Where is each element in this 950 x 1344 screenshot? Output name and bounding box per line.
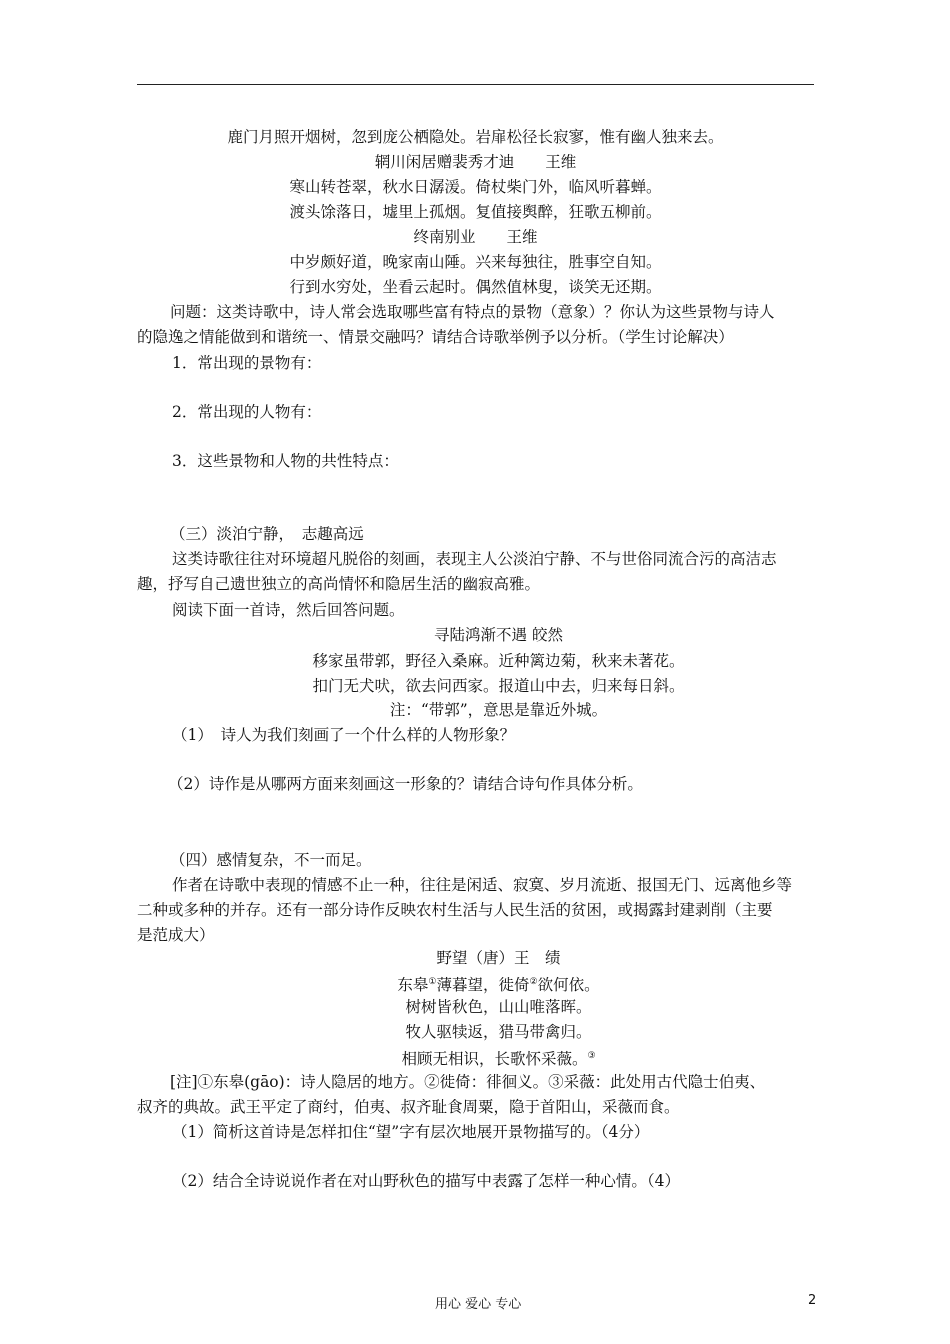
poem-line: 牧人驱犊返，猎马带禽归。: [405, 1023, 592, 1041]
poem-line: 行到水穷处，坐看云起时。偶然值林叟，谈笑无还期。: [289, 278, 662, 296]
poem-note: 注：“带郭”，意思是靠近外城。: [389, 701, 608, 719]
list-item: 2．常出现的人物有：: [172, 403, 322, 421]
poem-line: 渡头馀落日，墟里上孤烟。复值接舆醉，狂歌五柳前。: [289, 203, 662, 221]
footer-slogan: 用心 爱心 专心: [435, 1297, 522, 1312]
question-item: （2）诗作是从哪两方面来刻画这一形象的？请结合诗句作具体分析。: [168, 775, 643, 793]
poem-line: 树树皆秋色，山山唯落晖。: [405, 998, 592, 1016]
question-item: （1） 诗人为我们刻画了一个什么样的人物形象？: [172, 726, 516, 744]
paragraph: 趣，抒写自己遗世独立的高尚情怀和隐居生活的幽寂高雅。: [137, 575, 541, 593]
footnote-mark: ①: [428, 977, 437, 987]
paragraph: 作者在诗歌中表现的情感不止一种，往往是闲适、寂寞、岁月流逝、报国无门、远离他乡等: [172, 876, 793, 894]
poem-line: 移家虽带郭，野径入桑麻。近种篱边菊，秋来未著花。: [312, 652, 685, 670]
poem-title: 辋川闲居赠裴秀才迪 王维: [374, 153, 577, 171]
header-rule: [137, 84, 814, 85]
question-text: 的隐逸之情能做到和谐统一、情景交融吗？请结合诗歌举例予以分析。（学生讨论解决）: [137, 328, 734, 346]
paragraph: 二种或多种的并存。还有一部分诗作反映农村生活与人民生活的贫困，或揭露封建剥削（主要: [137, 901, 773, 919]
poem-line: 相顾无相识，长歌怀采薇。③: [401, 1050, 596, 1068]
footnote-mark: ③: [587, 1051, 596, 1061]
footnote: 叔齐的典故。武王平定了商纣，伯夷、叔齐耻食周粟，隐于首阳山，采薇而食。: [137, 1098, 680, 1116]
list-item: 1．常出现的景物有：: [172, 354, 322, 372]
poem-line: 东皋①薄暮望，徙倚②欲何依。: [397, 976, 600, 994]
poem-line: 中岁颇好道，晚家南山陲。兴来每独往，胜事空自知。: [289, 253, 662, 271]
poem-line: 扣门无犬吠，欲去问西家。报道山中去，归来每日斜。: [312, 677, 685, 695]
poem-title: 终南别业 王维: [413, 228, 538, 246]
page-number: 2: [808, 1293, 817, 1308]
paragraph: 是范成大）: [137, 926, 215, 944]
poem-line: 寒山转苍翠，秋水日潺湲。倚杖柴门外，临风听暮蝉。: [289, 178, 662, 196]
paragraph: 这类诗歌往往对环境超凡脱俗的刻画，表现主人公淡泊宁静、不与世俗同流合污的高洁志: [172, 550, 777, 568]
poem-line: 鹿门月照开烟树，忽到庞公栖隐处。岩扉松径长寂寥，惟有幽人独来去。: [227, 128, 724, 146]
question-item: （1）简析这首诗是怎样扣住“望”字有层次地展开景物描写的。（4分）: [172, 1123, 650, 1141]
section-heading: （三）淡泊宁静， 志趣高远: [170, 525, 364, 543]
question-text: 问题：这类诗歌中，诗人常会选取哪些富有特点的景物（意象）？你认为这些景物与诗人: [170, 303, 775, 321]
question-item: （2）结合全诗说说作者在对山野秋色的描写中表露了怎样一种心情。（4）: [172, 1172, 680, 1190]
instruction: 阅读下面一首诗，然后回答问题。: [172, 601, 405, 619]
list-item: 3．这些景物和人物的共性特点：: [172, 452, 399, 470]
section-heading: （四）感情复杂，不一而足。: [170, 851, 372, 869]
poem-title: 寻陆鸿渐不遇 皎然: [434, 626, 563, 644]
poem-title: 野望（唐）王 绩: [436, 949, 561, 967]
footnote: [注]①东皋(gāo)：诗人隐居的地方。②徙倚：徘徊义。③采薇：此处用古代隐士伯夷、: [170, 1073, 766, 1091]
footnote-mark: ②: [529, 977, 538, 987]
